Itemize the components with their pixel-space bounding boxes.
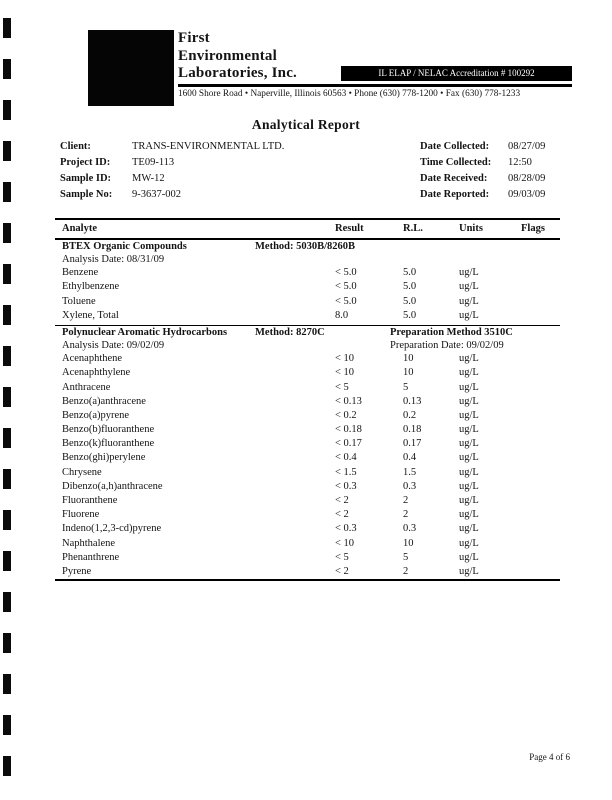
result-value: < 10 xyxy=(335,353,355,365)
analyte-name: Acenaphthylene xyxy=(62,367,131,379)
units-value: ug/L xyxy=(459,523,479,535)
binding-marks xyxy=(3,18,11,792)
rl-value: 10 xyxy=(403,367,414,379)
info-row xyxy=(60,187,380,203)
section-header-line xyxy=(55,254,560,267)
report-title: Analytical Report xyxy=(251,117,361,132)
analyte-row xyxy=(55,551,560,565)
page-footer: Page 4 of 6 xyxy=(529,752,570,762)
analyte-name: Benzo(a)anthracene xyxy=(62,395,146,407)
info-value: 08/27/09 xyxy=(508,141,546,152)
analyte-name: Xylene, Total xyxy=(62,309,119,321)
rl-value: 5.0 xyxy=(403,295,417,307)
units-value: ug/L xyxy=(459,565,479,577)
analyte-row xyxy=(55,381,560,395)
units-value: ug/L xyxy=(459,381,479,393)
result-value: < 0.4 xyxy=(335,452,357,464)
info-row xyxy=(60,155,380,171)
result-value: < 1.5 xyxy=(335,466,357,478)
section-prep-method: Preparation Method 3510C xyxy=(390,326,513,338)
units-value: ug/L xyxy=(459,480,479,492)
analyte-row xyxy=(55,366,560,380)
column-header: R.L. xyxy=(403,223,423,234)
section-name: Polynuclear Aromatic Hydrocarbons xyxy=(62,326,228,338)
analyte-row xyxy=(55,295,560,309)
analyte-name: Fluorene xyxy=(62,509,100,521)
result-value: < 2 xyxy=(335,565,349,577)
units-value: ug/L xyxy=(459,495,479,506)
company-name xyxy=(178,30,297,83)
accreditation-bar: IL ELAP / NELAC Accreditation # 100292 xyxy=(341,66,572,81)
info-row xyxy=(420,139,590,155)
result-value: < 5 xyxy=(335,551,349,563)
analyte-row xyxy=(55,409,560,423)
info-value: MW-12 xyxy=(132,173,165,184)
info-value: 08/28/09 xyxy=(508,173,546,184)
analyte-name: Acenaphthene xyxy=(62,353,123,365)
analyte-row xyxy=(55,480,560,494)
result-value: < 5 xyxy=(335,381,349,393)
info-value: 12:50 xyxy=(508,157,532,168)
analyte-name: Benzo(a)pyrene xyxy=(62,409,130,421)
analytical-results-table xyxy=(55,218,560,581)
units-value: ug/L xyxy=(459,424,479,436)
section-header xyxy=(55,240,560,266)
info-label: Date Received: xyxy=(420,173,488,184)
analyte-row xyxy=(55,423,560,437)
rl-value: 5.0 xyxy=(403,281,417,293)
result-value: < 0.13 xyxy=(335,395,362,407)
rl-value: 5 xyxy=(403,551,409,563)
analyte-row xyxy=(55,352,560,366)
analyte-name: Anthracene xyxy=(62,381,111,393)
analyte-name: Benzene xyxy=(62,267,99,279)
info-label: Date Collected: xyxy=(420,141,490,152)
units-value: ug/L xyxy=(459,537,479,549)
result-value: < 2 xyxy=(335,509,349,521)
rl-value: 2 xyxy=(403,509,409,521)
company-name-line3: Laboratories, Inc. xyxy=(178,65,298,81)
company-name-line2: Environmental xyxy=(178,47,278,64)
info-value: 09/03/09 xyxy=(508,189,546,200)
info-label: Time Collected: xyxy=(420,157,492,168)
header-rule xyxy=(178,84,572,87)
units-value: ug/L xyxy=(459,309,479,321)
column-header: Result xyxy=(335,223,364,234)
info-value: 9-3637-002 xyxy=(132,189,181,200)
result-value: < 0.2 xyxy=(335,409,357,421)
info-row xyxy=(420,171,590,187)
rl-value: 0.17 xyxy=(403,438,422,450)
rl-value: 5.0 xyxy=(403,309,417,321)
result-value: < 5.0 xyxy=(335,295,357,307)
rl-value: 0.3 xyxy=(403,523,417,535)
analyte-row xyxy=(55,565,560,579)
report-dates xyxy=(420,139,590,203)
result-value: < 10 xyxy=(335,367,355,379)
rl-value: 10 xyxy=(403,353,414,365)
analyte-name: Dibenzo(a,h)anthracene xyxy=(62,480,163,492)
units-value: ug/L xyxy=(459,409,479,421)
company-name-line1: First xyxy=(178,30,210,46)
analyte-row xyxy=(55,537,560,551)
units-value: ug/L xyxy=(459,551,479,563)
analyte-name: Phenanthrene xyxy=(62,551,120,563)
analyte-row xyxy=(55,437,560,451)
rl-value: 0.18 xyxy=(403,424,422,436)
rl-value: 10 xyxy=(403,537,414,549)
info-label: Client: xyxy=(60,141,91,152)
analyte-name: Indeno(1,2,3-cd)pyrene xyxy=(62,523,162,535)
analyte-name: Benzo(ghi)perylene xyxy=(62,452,146,464)
units-value: ug/L xyxy=(459,367,479,379)
section-header xyxy=(55,325,560,352)
result-value: < 5.0 xyxy=(335,281,357,293)
units-value: ug/L xyxy=(459,452,479,464)
units-value: ug/L xyxy=(459,353,479,365)
section-analysis-date: Analysis Date: 08/31/09 xyxy=(62,253,165,265)
analyte-row xyxy=(55,395,560,409)
company-logo xyxy=(88,30,174,106)
section-method: Method: 8270C xyxy=(255,326,325,338)
units-value: ug/L xyxy=(459,466,479,478)
analyte-name: Ethylbenzene xyxy=(62,281,120,293)
units-value: ug/L xyxy=(459,281,479,293)
analyte-row xyxy=(55,494,560,508)
info-row xyxy=(420,155,590,171)
analyte-name: Pyrene xyxy=(62,565,92,577)
rl-value: 5.0 xyxy=(403,267,417,279)
section-analysis-date: Analysis Date: 09/02/09 xyxy=(62,339,165,351)
address-line: 1600 Shore Road • Naperville, Illinois 60563 • Phone (630) 778-1200 • Fax (630) 778-1233 xyxy=(178,89,521,99)
units-value: ug/L xyxy=(459,395,479,407)
result-value: < 5.0 xyxy=(335,267,357,279)
result-value: < 0.18 xyxy=(335,424,362,436)
rl-value: 0.13 xyxy=(403,395,422,407)
units-value: ug/L xyxy=(459,438,479,450)
analyte-name: Chrysene xyxy=(62,466,102,478)
rl-value: 5 xyxy=(403,381,409,393)
result-value: < 0.3 xyxy=(335,523,357,535)
rl-value: 1.5 xyxy=(403,466,417,478)
units-value: ug/L xyxy=(459,267,479,279)
result-value: < 10 xyxy=(335,537,355,549)
analyte-row xyxy=(55,266,560,280)
analyte-row xyxy=(55,466,560,480)
info-value: TRANS-ENVIRONMENTAL LTD. xyxy=(132,141,285,152)
rl-value: 0.3 xyxy=(403,480,417,492)
section-method: Method: 5030B/8260B xyxy=(255,241,356,252)
analyte-name: Toluene xyxy=(62,295,96,307)
info-label: Date Reported: xyxy=(420,189,490,200)
analyte-row xyxy=(55,508,560,522)
result-value: < 0.3 xyxy=(335,480,357,492)
analyte-row xyxy=(55,522,560,536)
analyte-name: Benzo(k)fluoranthene xyxy=(62,438,155,450)
table-header-row xyxy=(55,220,560,240)
analyte-row xyxy=(55,280,560,294)
rl-value: 2 xyxy=(403,565,409,577)
section-prep-date: Preparation Date: 09/02/09 xyxy=(390,339,504,351)
column-header: Flags xyxy=(521,223,545,234)
rl-value: 2 xyxy=(403,495,409,506)
analyte-name: Naphthalene xyxy=(62,537,116,549)
rl-value: 0.4 xyxy=(403,452,417,464)
analyte-row xyxy=(55,309,560,323)
info-label: Project ID: xyxy=(60,157,111,168)
rl-value: 0.2 xyxy=(403,409,417,421)
units-value: ug/L xyxy=(459,295,479,307)
section-header-line xyxy=(55,241,560,254)
info-row xyxy=(420,187,590,203)
result-value: < 0.17 xyxy=(335,438,362,450)
column-header: Units xyxy=(459,223,483,234)
units-value: ug/L xyxy=(459,509,479,521)
result-value: 8.0 xyxy=(335,309,349,321)
analyte-row xyxy=(55,451,560,465)
info-label: Sample No: xyxy=(60,189,113,200)
result-value: < 2 xyxy=(335,495,349,506)
section-header-line xyxy=(55,327,560,340)
client-info xyxy=(60,139,380,203)
info-value: TE09-113 xyxy=(132,157,175,168)
column-header: Analyte xyxy=(62,223,97,234)
info-row xyxy=(60,171,380,187)
section-name: BTEX Organic Compounds xyxy=(62,241,187,252)
section-header-line xyxy=(55,340,560,353)
analyte-name: Fluoranthene xyxy=(62,495,118,506)
info-label: Sample ID: xyxy=(60,173,112,184)
info-row xyxy=(60,139,380,155)
analyte-name: Benzo(b)fluoranthene xyxy=(62,424,155,436)
